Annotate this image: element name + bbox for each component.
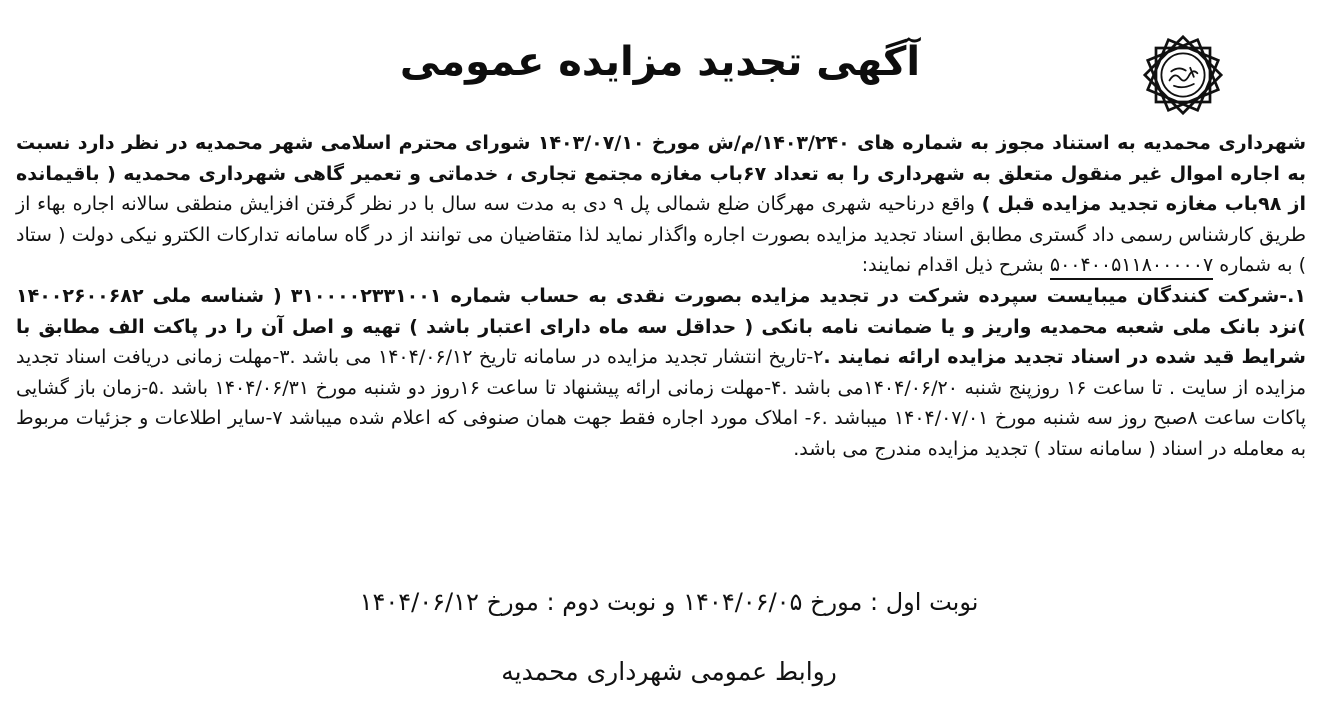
intro-end-text: بشرح ذیل اقدام نمایند: [861, 254, 1050, 277]
intro-bold-text: شهرداری محمدیه به استناد مجوز به شماره های ۱۴۰۳/۲۴۰/م/ش مورخ ۱۴۰۳/۰۷/۱۰ شورای محترم اسلامی شهر محمدیه در نظر دارد نسبت به اجاره اموال غیر منقول متعلق به شهرداری را به تعداد ۶۷باب مغازه مجتمع تجاری ، خدماتی و تعمیر گاهی شهرداری محمدیه ( باقیمانده از ۹۸باب مغازه تجدید مزایده قبل ) [16, 132, 1307, 216]
intro-paragraph [16, 128, 1306, 281]
tender-number: ۵۰۰۴۰۰۵۱۱۸۰۰۰۰۰۷ [1050, 254, 1213, 280]
items-paragraph [16, 281, 1306, 465]
publication-schedule: نوبت اول : مورخ ۱۴۰۴/۰۶/۰۵ و نوبت دوم : مورخ ۱۴۰۴/۰۶/۱۲ [359, 588, 979, 616]
municipality-logo-icon [1138, 30, 1228, 120]
items-text: ۲-تاریخ انتشار تجدید مزایده در سامانه تاریخ ۱۴۰۴/۰۶/۱۲ می باشد .۳-مهلت زمانی دریافت اسناد تجدید مزایده از سایت . تا ساعت ۱۶ روزپنج شنبه ۱۴۰۴/۰۶/۲۰می باشد .۴-مهلت زمانی ارائه پیشنهاد تا ساعت ۱۶روز دو شنبه مورخ ۱۴۰۴/۰۶/۳۱ باشد .۵-زمان باز گشایی پاکات ساعت ۸صبح روز سه شنبه مورخ ۱۴۰۴/۰۷/۰۱ میباشد .۶- املاک مورد اجاره فقط جهت همان صنوفی که اعلام شده میباشد ۷-سایر اطلاعات و جزئیات مربوط به معامله در اسناد ( سامانه ستاد ) تجدید مزایده مندرج می باشد. [16, 346, 1306, 460]
item-1-text: ۱.-شرکت کنندگان میبایست سپرده شرکت در تجدید مزایده بصورت نقدی به حساب شماره ۳۱۰۰۰۰۲۳۳۱۰۰۱ ( شناسه ملی ۱۴۰۰۲۶۰۰۶۸۲ )نزد بانک ملی شعبه محمدیه واریز و یا ضمانت نامه بانکی ( حداقل سه ماه دارای اعتبار باشد ) تهیه و اصل آن را در پاکت الف مطابق با شرایط قید شده در اسناد تجدید مزایده ارائه نمایند . [16, 284, 1306, 369]
page-title: آگهی تجدید مزایده عمومی [399, 39, 921, 85]
notice-body [16, 128, 1306, 465]
public-relations-signature: روابط عمومی شهرداری محمدیه [501, 657, 837, 686]
intro-text: واقع درناحیه شهری مهرگان ضلع شمالی پل ۹ دی به مدت سه سال با در نظر گرفتن افزایش منطقی سالانه اجاره بهاء از طریق کارشناس رسمی داد گستری مطابق اسناد تجدید مزایده بصورت اجاره واگذار نماید لذا متقاضیان می توانند از در گاه سامانه تدارکات الکترو نیکی دولت ( ستاد ) به شماره [16, 193, 1306, 277]
